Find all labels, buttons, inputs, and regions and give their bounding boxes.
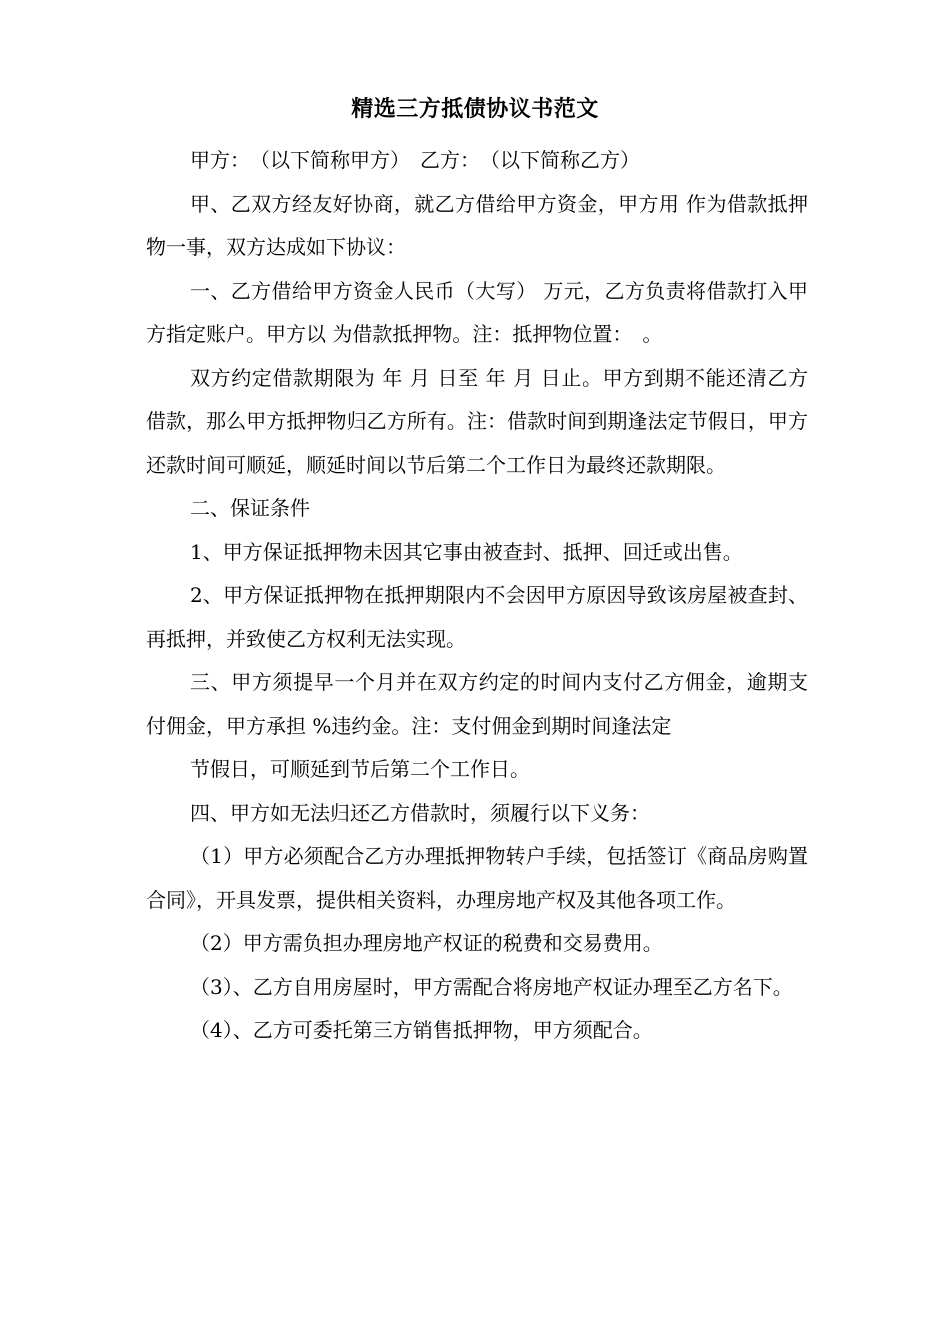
clause-three-continued: 节假日，可顺延到节后第二个工作日。 (190, 757, 530, 781)
obligation-item-2: （2）甲方需负担办理房地产权证的税费和交易费用。 (190, 931, 663, 955)
guarantee-item-1: 1、甲方保证抵押物未因其它事由被查封、抵押、回迁或出售。 (190, 539, 743, 564)
party-line: 甲方： （以下简称甲方） 乙方： （以下简称乙方） (190, 148, 640, 172)
loan-term-paragraph: 双方约定借款期限为 年 月 日至 年 月 日止。甲方到期不能还清乙方借款，那么甲方抵押物归乙方所有。注：借款时间到期逢法定节假日，甲方还款时间可顺延，顺延时间以节后第二个工作日为最终还款期限。 (146, 365, 808, 477)
obligation-item-3: （3）、乙方自用房屋时，甲方需配合将房地产权证办理至乙方名下。 (190, 974, 793, 999)
clause-four: 四、甲方如无法归还乙方借款时，须履行以下义务： (190, 800, 650, 825)
document-body (146, 139, 808, 1053)
section-heading-guarantee: 二、保证条件 (190, 496, 310, 520)
clause-one: 一、乙方借给甲方资金人民币（大写） 万元，乙方负责将借款打入甲方指定账户。甲方以 为借款抵押物。注：抵押物位置： 。 (146, 278, 808, 346)
obligation-item-1: （1）甲方必须配合乙方办理抵押物转户手续，包括签订《商品房购置合同》，开具发票，提供相关资料，办理房地产权及其他各项工作。 (146, 844, 808, 912)
clause-three: 三、甲方须提早一个月并在双方约定的时间内支付乙方佣金，逾期支付佣金，甲方承担 %违约金。注：支付佣金到期时间逢法定 (146, 670, 808, 738)
guarantee-item-2: 2、甲方保证抵押物在抵押期限内不会因甲方原因导致该房屋被查封、再抵押，并致使乙方权利无法实现。 (146, 583, 808, 651)
obligation-item-4: （4）、乙方可委托第三方销售抵押物，甲方须配合。 (190, 1018, 653, 1042)
document-title: 精选三方抵债协议书范文 (351, 96, 599, 122)
intro-paragraph: 甲、乙双方经友好协商，就乙方借给甲方资金，甲方用 作为借款抵押物一事，双方达成如下协议： (146, 191, 808, 259)
